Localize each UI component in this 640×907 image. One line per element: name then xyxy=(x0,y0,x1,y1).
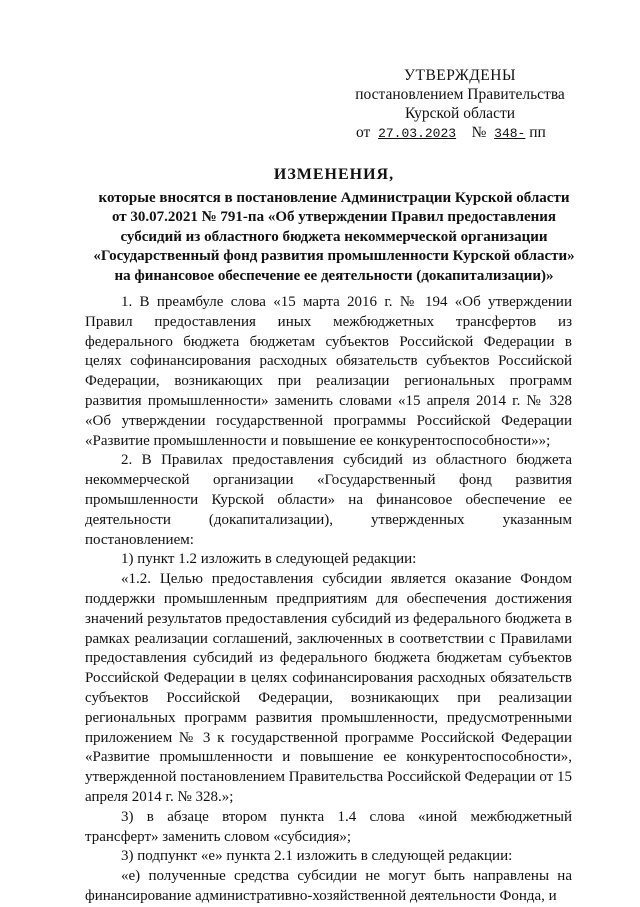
approval-date: 27.03.2023 xyxy=(378,126,457,141)
paragraph-3: 1) пункт 1.2 изложить в следующей редакции: xyxy=(121,551,417,568)
heading-line-4: «Государственный фонд развития промышленности Курской области» xyxy=(93,248,575,264)
paragraph-5: 3) в абзаце втором пункта 1.4 слова «иной межбюджетный трансферт» заменить словом «субсидия»; xyxy=(85,808,572,845)
paragraph-1: 1. В преамбуле слова «15 марта 2016 г. № 194 «Об утверждении Правил предоставления иных межбюджетных трансфертов из федерального бюджета бюджетам субъектов Российской Федерации в целях софинансирования расходных обязательств субъектов Российской Федерации, возникающих при реализации региональных программ развития промышленности» заменить словами «15 апреля 2014 г. № 328 «Об утверждении государственной программы Российской Федерации «Развитие промышленности и повышение ее конкурентоспособности»»; xyxy=(85,294,572,449)
paragraph-2: 2. В Правилах предоставления субсидий из областного бюджета некоммерческой организации «Государственный фонд развития промышленности Курской области» на финансовое обеспечение ее деятельности (докапитализации), утвержденных указанным постановлением: xyxy=(85,452,572,548)
heading-line-3: субсидий из областного бюджета некоммерческой организации xyxy=(120,228,548,245)
document-body xyxy=(85,293,572,907)
approval-line-1: постановлением Правительства xyxy=(355,86,565,103)
approval-number: 348- xyxy=(494,126,526,141)
paragraph-6: 3) подпункт «е» пункта 2.1 изложить в следующей редакции: xyxy=(121,848,513,865)
paragraph-7: «е) полученные средства субсидии не могут быть направлены на финансирование административно-хозяйственной деятельности Фонда, и xyxy=(85,868,572,904)
date-prefix: от xyxy=(356,124,371,141)
heading-line-2: от 30.07.2021 № 791-па «Об утверждении Правил предоставления xyxy=(111,209,557,225)
approval-line-2: Курской области xyxy=(404,105,516,122)
heading-title: ИЗМЕНЕНИЯ, xyxy=(273,166,395,183)
heading-line-5: на финансовое обеспечение ее деятельности (докапитализации)» xyxy=(114,267,554,284)
approval-stamp xyxy=(330,66,590,143)
document-heading xyxy=(84,165,584,286)
number-suffix: пп xyxy=(529,124,546,141)
heading-line-1: которые вносятся в постановление Администрации Курской области xyxy=(98,189,570,206)
approval-date-line xyxy=(330,123,590,143)
number-prefix: № xyxy=(471,124,487,141)
paragraph-4: «1.2. Целью предоставления субсидии является оказание Фондом поддержки промышленным предприятиям для обеспечения достижения значений результатов предоставления субсидий из федерального бюджета в рамках реализации соглашений, заключенных в соответствии с Правилами предоставления субсидий из федерального бюджета бюджетам субъектов Российской Федерации в целях софинансирования расходных обязательств субъектов Российской Федерации, возникающих при реализации региональных программ развития промышленности, предусмотренными приложением № 3 к государственной программе Российской Федерации «Развитие промышленности и повышение ее конкурентоспособности», утвержденной постановлением Правительства Российской Федерации от 15 апреля 2014 г. № 328.»; xyxy=(85,571,572,805)
approval-title: УТВЕРЖДЕНЫ xyxy=(404,67,516,84)
